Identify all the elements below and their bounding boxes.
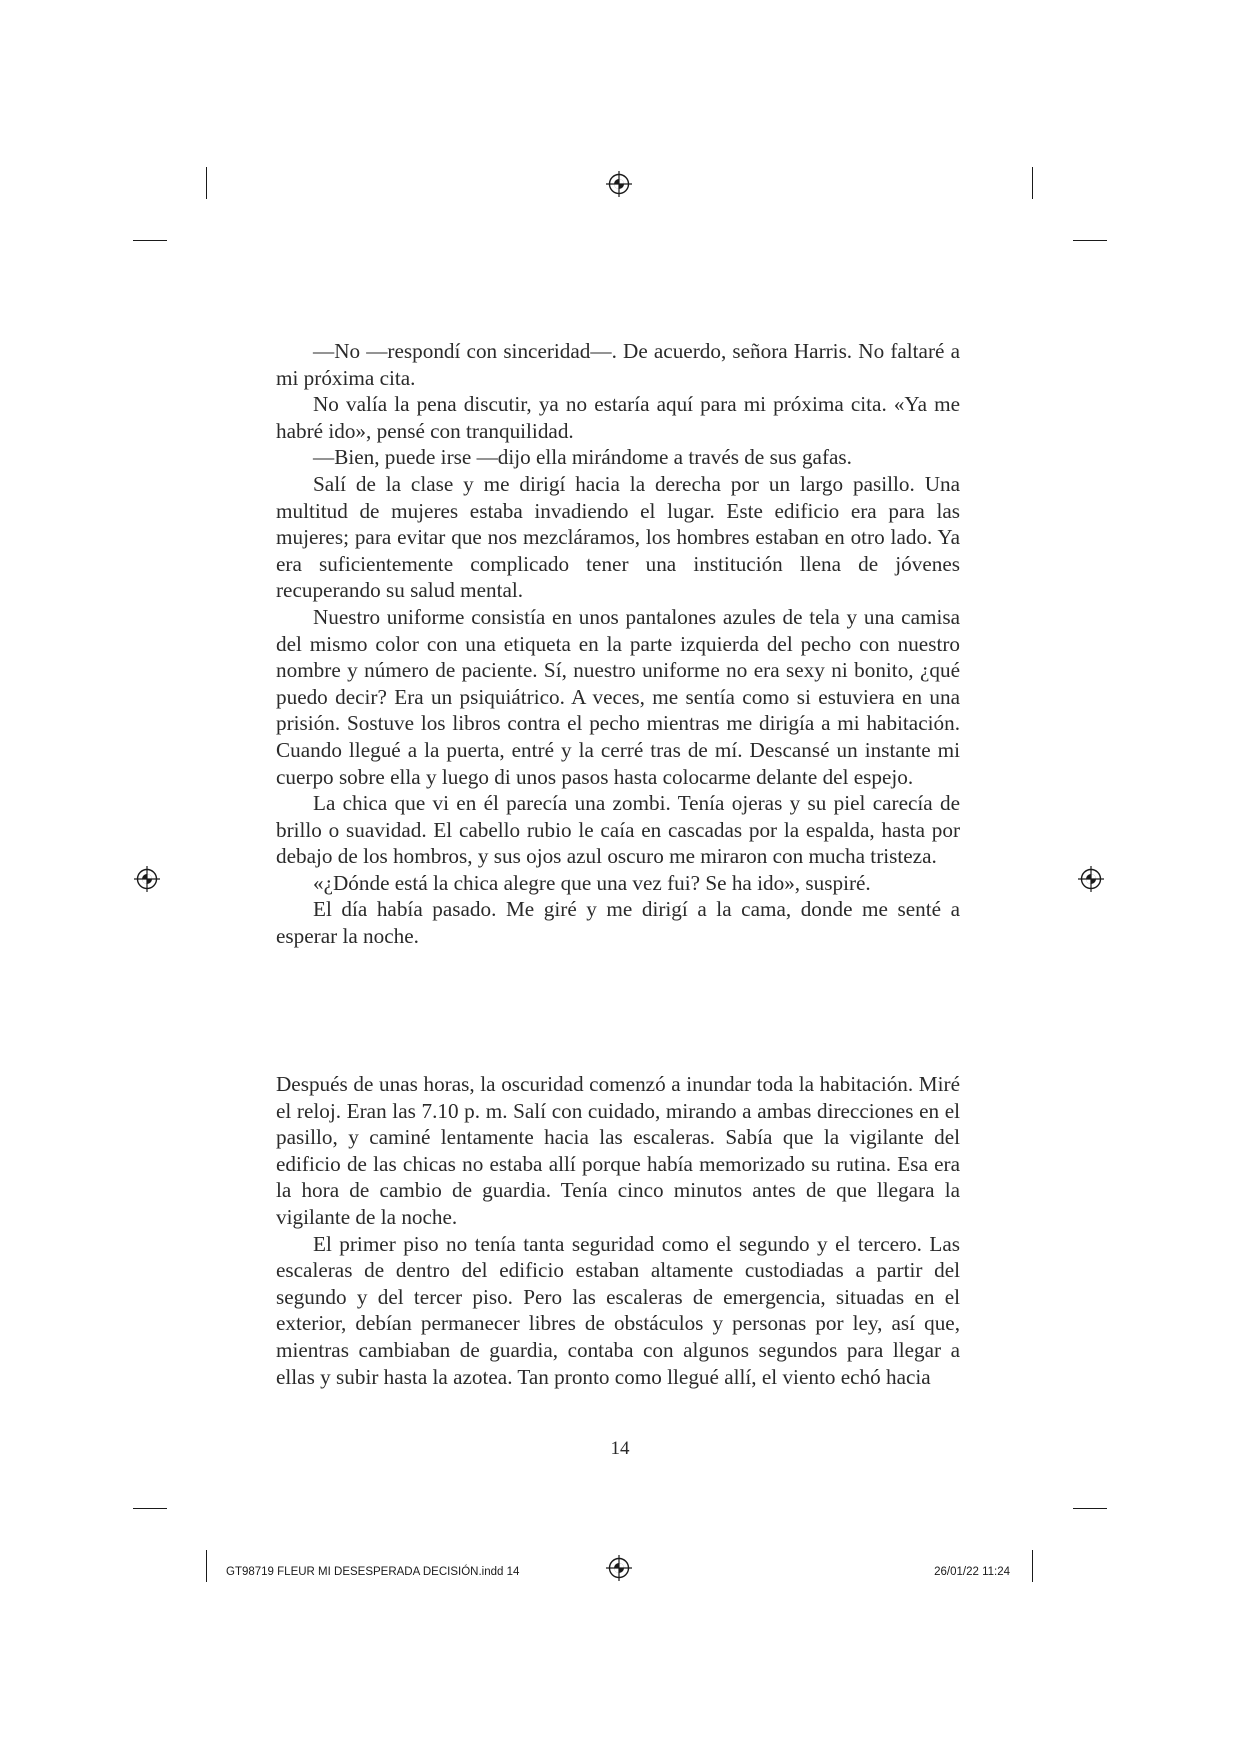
- crop-mark-bottom-right: [1032, 1550, 1033, 1582]
- registration-mark-icon: [606, 171, 632, 197]
- body-text-block-1: [276, 338, 960, 950]
- paragraph: —No —respondí con sinceridad—. De acuerdo, señora Harris. No faltaré a mi próxima cita.: [276, 339, 960, 390]
- paragraph: «¿Dónde está la chica alegre que una vez fui? Se ha ido», suspiré.: [313, 870, 871, 895]
- paragraph: El día había pasado. Me giré y me dirigí a la cama, donde me senté a esperar la noche.: [276, 897, 960, 949]
- paragraph: Salí de la clase y me dirigí hacia la derecha por un largo pasillo. Una multitud de mujeres estaba invadiendo el lugar. Este edificio era para las mujeres; para evitar que nos mezcláramos, los hombres estaban en otro lado. Ya era suficientemente complicado tener una institución llena de jóvenes recuperando su salud mental.: [276, 471, 960, 603]
- paragraph: La chica que vi en él parecía una zombi. Tenía ojeras y su piel carecía de brillo o suavidad. El cabello rubio le caía en cascadas por la espalda, hasta por debajo de los hombros, y sus ojos azul oscuro me miraron con mucha tristeza.: [276, 791, 960, 869]
- crop-mark-top-right: [1032, 167, 1033, 199]
- paragraph: El primer piso no tenía tanta seguridad como el segundo y el tercero. Las escaleras de dentro del edificio estaban altamente custodiadas a partir del segundo y del tercer piso. Pero las escaleras de emergencia, situadas en el exterior, debían permanecer libres de obstáculos y personas por ley, así que, mientras cambiaban de guardia, contaba con algunos segundos para llegar a ellas y subir hasta la azotea. Tan pronto como llegué allí, el viento echó hacia: [276, 1231, 960, 1389]
- slug-file-name: GT98719 FLEUR MI DESESPERADA DECISIÓN.indd 14: [226, 1566, 520, 1578]
- crop-mark-right-lower: [1073, 1508, 1107, 1509]
- crop-mark-left-upper: [133, 240, 167, 241]
- slug-date-time: 26/01/22 11:24: [934, 1566, 1010, 1578]
- paragraph: —Bien, puede irse —dijo ella mirándome a través de sus gafas.: [313, 445, 852, 470]
- crop-mark-left-lower: [133, 1508, 167, 1509]
- crop-mark-right-upper: [1073, 240, 1107, 241]
- registration-mark-icon: [134, 866, 160, 892]
- paragraph: Nuestro uniforme consistía en unos pantalones azules de tela y una camisa del mismo color con una etiqueta en la parte izquierda del pecho con nuestro nombre y número de paciente. Sí, nuestro uniforme no era sexy ni bonito, ¿qué puedo decir? Era un psiquiátrico. A veces, me sentía como si estuviera en una prisión. Sostuve los libros contra el pecho mientras me dirigía a mi habitación. Cuando llegué a la puerta, entré y la cerré tras de mí. Descansé un instante mi cuerpo sobre ella y luego di unos pasos hasta colocarme delante del espejo.: [276, 604, 960, 789]
- registration-mark-icon: [606, 1555, 632, 1581]
- crop-mark-top-left: [206, 167, 207, 199]
- paragraph: No valía la pena discutir, ya no estaría aquí para mi próxima cita. «Ya me habré ido», pensé con tranquilidad.: [276, 392, 960, 443]
- body-text-block-2: [276, 1071, 960, 1390]
- crop-mark-bottom-left: [206, 1550, 207, 1582]
- paragraph: Después de unas horas, la oscuridad comenzó a inundar toda la habitación. Miré el reloj. Eran las 7.10 p. m. Salí con cuidado, mirando a ambas direcciones en el pasillo, y caminé lentamente hacia las escaleras. Sabía que la vigilante del edificio de las chicas no estaba allí porque había memorizado su rutina. Esa era la hora de cambio de guardia. Tenía cinco minutos antes de que llegara la vigilante de la noche.: [276, 1072, 960, 1229]
- registration-mark-icon: [1078, 866, 1104, 892]
- page-number: 14: [610, 1438, 630, 1459]
